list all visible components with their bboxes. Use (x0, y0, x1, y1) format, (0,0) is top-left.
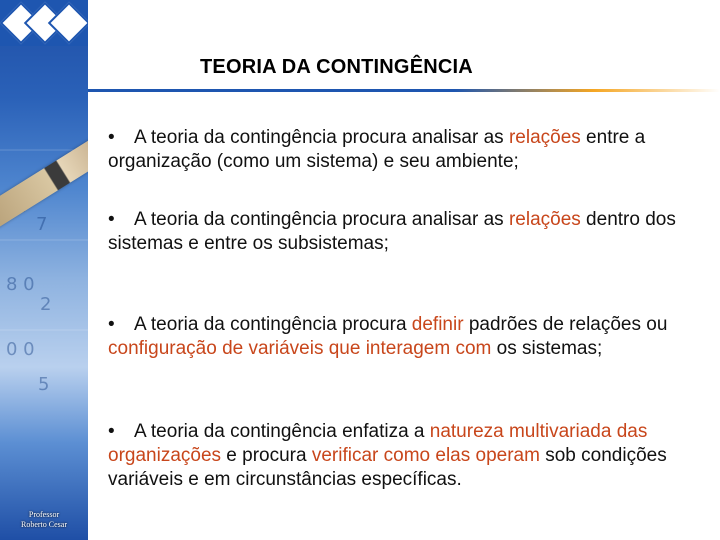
highlight-text: verificar como elas operam (311, 445, 540, 466)
professor-label: Professor (28, 510, 60, 519)
body-text: sob condições variáveis e em circunstâncias específicas. (108, 445, 667, 490)
bullet-icon: • (108, 209, 115, 230)
bullet-paragraph-3 (108, 313, 708, 361)
highlight-text: configuração de variáveis que interagem com (108, 338, 492, 359)
bullet-icon: • (108, 421, 115, 442)
bullet-icon: • (108, 314, 115, 335)
body-text: A teoria da contingência procura analisar as (134, 209, 509, 230)
body-text: A teoria da contingência procura (134, 314, 412, 335)
professor-credit (0, 510, 88, 530)
highlight-text: definir (411, 314, 464, 335)
body-text: e procura (221, 445, 312, 466)
body-text: dentro dos sistemas e entre os subsistemas; (108, 209, 676, 254)
body-text: entre a organização (como um sistema) e seu ambiente; (108, 127, 646, 172)
highlight-text: relações (508, 209, 581, 230)
svg-text:0 0: 0 0 (6, 339, 35, 360)
diamond-logo-icon (48, 2, 88, 44)
body-text: A teoria da contingência procura analisar as (134, 127, 509, 148)
bullet-paragraph-2 (108, 208, 708, 256)
svg-text:5: 5 (38, 374, 50, 395)
title-underline (88, 89, 720, 92)
slide-title: TEORIA DA CONTINGÊNCIA (200, 56, 473, 78)
body-text: os sistemas; (491, 338, 603, 359)
bullet-icon: • (108, 127, 115, 148)
bullet-paragraph-4 (108, 420, 708, 492)
logo (0, 0, 88, 46)
professor-name: Roberto Cesar (21, 520, 67, 529)
bullet-paragraph-1 (108, 126, 708, 174)
highlight-text: natureza multivariada das organizações (108, 421, 648, 466)
svg-text:2: 2 (40, 294, 52, 315)
svg-text:7: 7 (36, 214, 48, 235)
highlight-text: relações (508, 127, 581, 148)
left-decorative-strip (0, 0, 88, 540)
svg-text:8 0: 8 0 (6, 274, 35, 295)
numbers-texture (0, 90, 88, 420)
body-text: A teoria da contingência enfatiza a (134, 421, 430, 442)
body-text: padrões de relações ou (463, 314, 668, 335)
